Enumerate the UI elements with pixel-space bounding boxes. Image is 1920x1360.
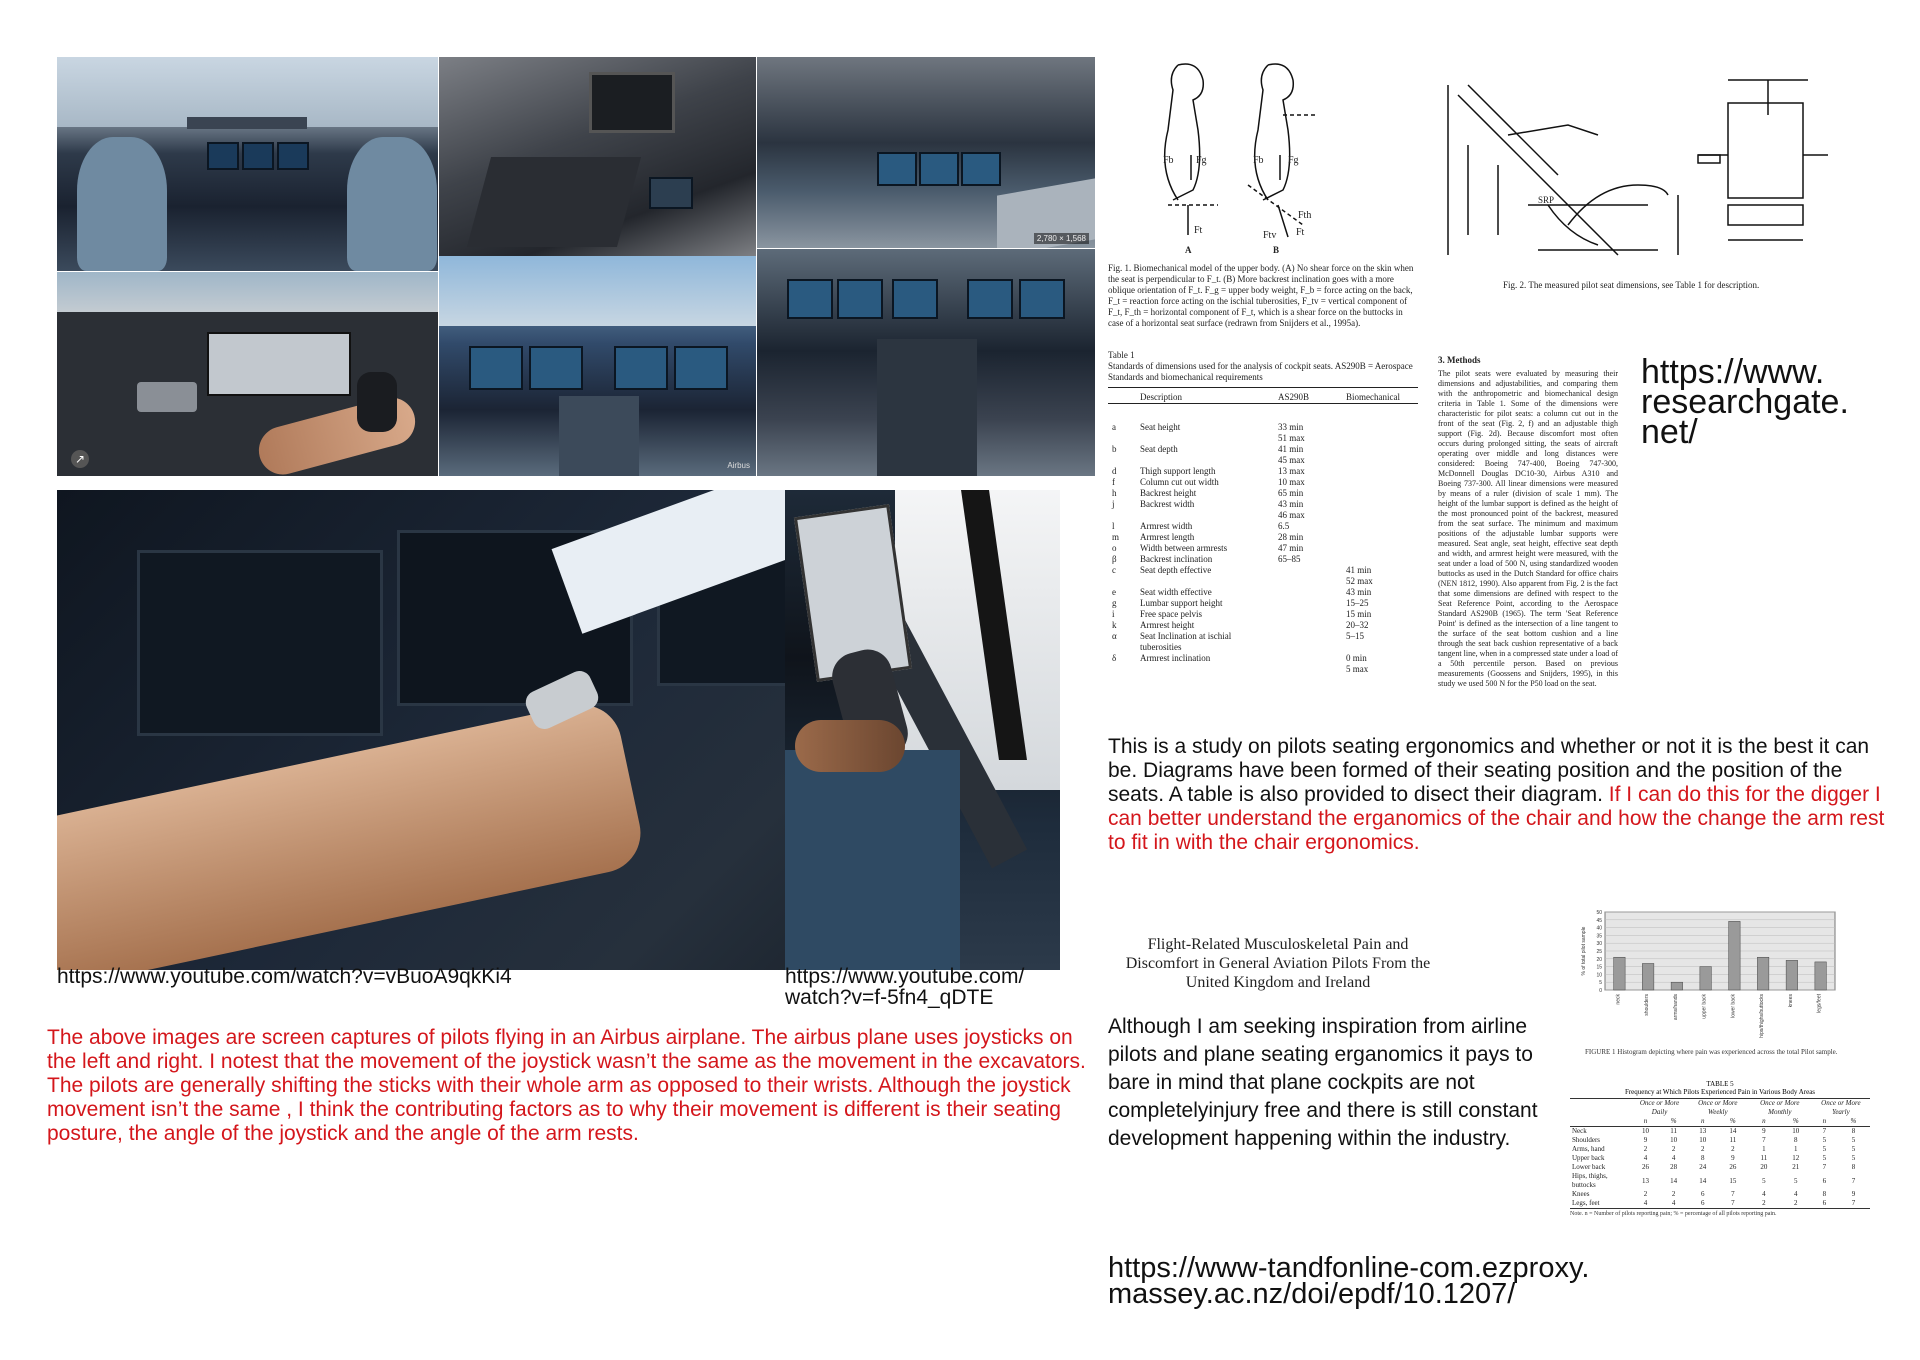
- table5-cell: 7: [1851, 1199, 1856, 1207]
- chart-y-tick-label: 15: [1596, 964, 1602, 971]
- table1-body: [1108, 422, 1418, 675]
- table1-cell: [1136, 455, 1274, 466]
- table5-cell: 2: [1794, 1199, 1798, 1207]
- table1-cell: [1342, 422, 1418, 433]
- table5-cell: 6: [1822, 1199, 1827, 1207]
- chart-y-tick-label: 40: [1596, 925, 1602, 932]
- table5-cell: 8: [1851, 1163, 1856, 1171]
- table5-subheader: n: [1701, 1117, 1705, 1125]
- fig1-label-fg-b: Fg: [1288, 155, 1299, 166]
- table1-row: [1108, 510, 1418, 521]
- table1-cell: [1342, 510, 1418, 521]
- table1-cell: c: [1112, 565, 1116, 575]
- table5-cell: 13: [1641, 1176, 1649, 1185]
- table1-cell: [1136, 510, 1274, 521]
- table1-cell: [1342, 477, 1418, 488]
- table1-cell: 43 min: [1346, 587, 1372, 597]
- table5-cell: 1: [1762, 1145, 1766, 1153]
- table5-cell: 10: [1792, 1127, 1800, 1135]
- table1-cell: 47 min: [1278, 543, 1304, 553]
- table1-cell: 41 min: [1346, 565, 1372, 575]
- table5-cell: 4: [1671, 1154, 1676, 1162]
- table1-cell: 15 min: [1346, 609, 1372, 619]
- table5-cell: 11: [1670, 1127, 1678, 1135]
- table5-cell: 1: [1794, 1145, 1798, 1153]
- table5-cell: 7: [1822, 1127, 1827, 1135]
- chart-x-tick-label: legs/feet: [1816, 994, 1823, 1013]
- chart-y-tick-label: 5: [1599, 980, 1602, 987]
- table1-header: [1108, 392, 1136, 404]
- table1-cell: 0 min: [1346, 653, 1367, 663]
- image-size-badge: 2,780 × 1,568: [1034, 233, 1089, 244]
- table5-row: [1570, 1199, 1870, 1209]
- table1-cell: 5–15: [1346, 631, 1364, 641]
- table5-cell: 2: [1643, 1145, 1648, 1153]
- chart-bar: [1786, 960, 1798, 990]
- table5-cell: 7: [1731, 1199, 1735, 1207]
- chart-bar: [1642, 963, 1654, 990]
- table1-cell: Seat depth effective: [1140, 565, 1212, 575]
- chart-x-tick-label: upper back: [1701, 994, 1708, 1019]
- table1-row: [1108, 620, 1418, 631]
- table1-cell: i: [1112, 609, 1115, 619]
- table5-cell: 26: [1729, 1163, 1737, 1171]
- table5-row: [1570, 1136, 1870, 1145]
- table1-cell: Backrest inclination: [1140, 554, 1213, 564]
- table1-header-row: [1108, 392, 1418, 404]
- table1-cell: [1274, 653, 1342, 664]
- chart-x-tick-label: lower back: [1730, 994, 1737, 1018]
- table1-cell: Column cut out width: [1140, 477, 1219, 487]
- pilot-seat-dimensions-figure: [1428, 55, 1848, 265]
- table5-row: [1570, 1172, 1870, 1190]
- table1-cell: [1108, 576, 1136, 587]
- table1-cell: [1274, 609, 1342, 620]
- table1-row: [1108, 587, 1418, 598]
- fig2-caption: Fig. 2. The measured pilot seat dimensions, see Table 1 for description.: [1503, 280, 1760, 290]
- table1-cell: [1136, 664, 1274, 675]
- table1-row: [1108, 477, 1418, 488]
- table1-cell: o: [1112, 543, 1117, 553]
- table5-subheader: %: [1670, 1117, 1677, 1125]
- table5-cell: 13: [1699, 1127, 1707, 1135]
- table5-cell: 4: [1794, 1190, 1798, 1198]
- table1-cell: 46 max: [1278, 510, 1305, 520]
- table1-cell: 45 max: [1278, 455, 1305, 465]
- table1-cell: Armrest width: [1140, 521, 1193, 531]
- table5-cell: 20: [1760, 1163, 1768, 1171]
- table1-cell: Armrest height: [1140, 620, 1195, 630]
- table5-cell: 14: [1729, 1127, 1737, 1135]
- table5-subheader: n: [1643, 1117, 1648, 1125]
- table5-cell: 5: [1851, 1154, 1856, 1162]
- cockpit-photo-5: [439, 256, 756, 476]
- chart-y-tick-label: 20: [1596, 956, 1602, 963]
- pilot-sidestick-video-still: [785, 490, 1060, 970]
- table5-cell: 7: [1822, 1163, 1827, 1171]
- table1-cell: [1342, 521, 1418, 532]
- table5-group-header: Once or More Daily: [1639, 1099, 1680, 1116]
- table5-title: TABLE 5: [1706, 1080, 1734, 1088]
- table1-subtitle: Standards of dimensions used for the analysis of cockpit seats. AS290B = Aerospace Standards and biomechanical requirements: [1108, 361, 1413, 382]
- chart-y-tick-label: 35: [1596, 933, 1602, 940]
- table5-cell: 21: [1792, 1163, 1800, 1171]
- table1-cell: e: [1112, 587, 1116, 597]
- chart-y-tick-label: 50: [1596, 910, 1602, 916]
- table1-cell: [1274, 664, 1342, 675]
- table1-cell: h: [1112, 488, 1117, 498]
- table1-cell: [1342, 433, 1418, 444]
- chart-bar: [1815, 962, 1827, 990]
- table1-cell: [1274, 587, 1342, 598]
- fig1-label-b: B: [1273, 245, 1280, 255]
- table1-cell: [1274, 620, 1342, 631]
- table1-row: [1108, 422, 1418, 433]
- table5-row: [1570, 1154, 1870, 1163]
- table5-cell: 2: [1762, 1199, 1766, 1207]
- table1-cell: [1342, 532, 1418, 543]
- table5-subtitle: Frequency at Which Pilots Experienced Pain in Various Body Areas: [1624, 1088, 1816, 1096]
- article2-title: Flight-Related Musculoskeletal Pain and Discomfort in General Aviation Pilots From the United Kingdom and Ireland: [1125, 936, 1431, 991]
- table1-row: [1108, 631, 1418, 653]
- joystick-photo: [57, 272, 438, 476]
- table5-cell: 5: [1822, 1154, 1827, 1162]
- table1-cell: 5 max: [1346, 664, 1369, 674]
- methods-text: The pilot seats were evaluated by measuring their dimensions and adjustabilities, and comparing them with the anthropometric and biomechanical design criteria in Table 1. Some of the dimensions were characteristic for pilot seats: a column cut out in the front of the seat (Fig. 2, f) and an adjustable thigh support (Fig. 2d). Because discomfort most often occurs during prolonged sitting, the seats of aircraft operating over middle and long distances were considered: Boeing 747-400, Boeing 747-300, McDonnell Douglas DC10-30, Airbus A310 and Boeing 737-300. All linear dimensions were measured by means of a ruler (division of scale 1 mm). The height of the lumbar support is defined as the height of the most pronounced point of the backrest, measured from the seat surface. The minimum and maximum positions of the adjustable lumbar supports were measured. Seat angle, seat height, effective seat depth and width, and armrest height were measured, with the seat under a load of 500 N, using standardized wooden buttocks as used in the Dutch Standard for office chairs (NEN 1812, 1990). Also apparent from Fig. 2 is the fact that some dimensions are defined with respect to the Seat Reference Point, according to the Aerospace Standard AS290B (1965). The term 'Seat Reference Point' is defined as the intersection of a line tangent to the surface of the seat bottom cushion and a line through the seat back cushion representative of a back tangent line, when in a compressed state under a load of a 50th percentile person. Based on previous measurements (Goossens and Snijders, 1995), in this study we used 500 N for the P50 load on the seat.: [1438, 369, 1618, 688]
- table1-cell: 28 min: [1278, 532, 1304, 542]
- table1-cell: 51 max: [1278, 433, 1305, 443]
- table1-cell: Seat width effective: [1140, 587, 1212, 597]
- table1-cell: 65–85: [1278, 554, 1301, 564]
- table1-cell: 65 min: [1278, 488, 1304, 498]
- chart-y-tick-label: 45: [1596, 917, 1602, 924]
- biomechanical-model-figure: [1108, 55, 1338, 255]
- cockpit-photo-6: [757, 249, 1095, 476]
- table5-note: Note. n = Number of pilots reporting pain; % = percentage of all pilots reporting pain.: [1570, 1211, 1777, 1217]
- table5-cell: 5: [1762, 1176, 1766, 1185]
- table1-cell: [1274, 631, 1342, 653]
- table5-cell: 7: [1762, 1136, 1766, 1144]
- table5-cell: 5: [1822, 1136, 1827, 1144]
- table5-subheader: %: [1792, 1117, 1799, 1125]
- chart-bar: [1671, 982, 1683, 990]
- table1-cell: β: [1112, 554, 1117, 564]
- table1-cell: [1342, 488, 1418, 499]
- table5-cell: 2: [1671, 1145, 1676, 1153]
- chart-x-tick-label: arms/hands: [1672, 994, 1679, 1021]
- table5-cell: 2: [1731, 1145, 1735, 1153]
- table5: [1570, 1080, 1870, 1217]
- table1-cell: Free space pelvis: [1140, 609, 1202, 619]
- table5-cell: Knees: [1572, 1190, 1590, 1198]
- table5-cell: 14: [1670, 1176, 1678, 1185]
- table1-cell: Width between armrests: [1140, 543, 1228, 553]
- table1-cell: [1342, 499, 1418, 510]
- table5-cell: 4: [1643, 1154, 1648, 1162]
- table5-cell: 5: [1794, 1176, 1798, 1185]
- youtube-url-1[interactable]: https://www.youtube.com/watch?v=vBuoA9qkKi4: [57, 965, 512, 988]
- study-paragraph-black: This is a study on pilots seating ergonomics and whether or not it is the best it can be. Diagrams have been formed of their seating position and the position of the seats. A table is also provided to disect their diagram.: [1108, 735, 1870, 806]
- table5-cell: 4: [1671, 1199, 1676, 1207]
- airbus-observation-paragraph: The above images are screen captures of pilots flying in an Airbus airplane. The airbus plane uses joysticks on the left and right. I notest that the movement of the joystick wasn’t the same as the movement in the excavators. The pilots are generally shifting the sticks with their whole arm as opposed to their wrists. Although the joystick movement isn’t the same , I think the contributing factors as to why their movement is different is their seating posture, the angle of the joystick and the angle of the arm rests.: [47, 1026, 1086, 1145]
- table5-group-header: Once or More Monthly: [1760, 1099, 1800, 1116]
- table5-row: [1570, 1163, 1870, 1172]
- table1-row: [1108, 598, 1418, 609]
- chart-bar: [1729, 921, 1741, 990]
- table1-header: AS290B: [1278, 392, 1310, 402]
- researchgate-url[interactable]: [1641, 353, 1849, 451]
- table1-header: Biomechanical: [1346, 392, 1400, 402]
- table5-cell: 5: [1851, 1136, 1856, 1144]
- researchgate-url-line3: net/: [1641, 413, 1698, 451]
- table1-cell: Backrest width: [1140, 499, 1195, 509]
- table1-row: [1108, 664, 1418, 675]
- table1-cell: j: [1112, 499, 1115, 509]
- fig1-label-ft-b: Ft: [1296, 227, 1305, 238]
- chart-y-tick-label: 10: [1596, 972, 1602, 979]
- table1-cell: d: [1112, 466, 1117, 476]
- chart-x-tick-label: knees: [1787, 994, 1794, 1008]
- table5-cell: 6: [1822, 1176, 1827, 1185]
- table5-cell: 12: [1792, 1154, 1800, 1162]
- table1-cell: m: [1112, 532, 1120, 542]
- chart-y-axis-label: % of total pilot sample: [1581, 926, 1587, 976]
- youtube-url-2[interactable]: [785, 966, 1024, 1008]
- youtube-url-2-line2: watch?v=f-5fn4_qDTE: [785, 986, 994, 1009]
- chart-x-tick-label: shoulders: [1644, 994, 1651, 1016]
- table1-cell: 41 min: [1278, 444, 1304, 454]
- table1-cell: [1274, 598, 1342, 609]
- chart-x-tick-label: hips/thighs/buttocks: [1759, 994, 1766, 1038]
- table5-group-header: Once or More Yearly: [1821, 1099, 1861, 1116]
- table1-row: [1108, 433, 1418, 444]
- table5-cell: 4: [1643, 1199, 1648, 1207]
- table5-cell: Hips, thighs, buttocks: [1572, 1172, 1608, 1189]
- table5-cell: 8: [1794, 1136, 1798, 1144]
- study-paragraph-red: If I can do this for the digger I can better understand the erganomics of the chair and how the change the arm rest to fit in with the chair ergonomics.: [1108, 783, 1885, 854]
- table1-row: [1108, 653, 1418, 664]
- table1-cell: [1342, 455, 1418, 466]
- table5-group-header: Once or More Weekly: [1698, 1099, 1738, 1116]
- table5-cell: 2: [1671, 1190, 1676, 1198]
- table5-cell: Legs, feet: [1572, 1199, 1600, 1207]
- table1-cell: g: [1112, 598, 1117, 608]
- researchgate-url-line2: researchgate.: [1641, 383, 1849, 421]
- table5-cell: Arms, hand: [1572, 1145, 1605, 1153]
- table1-cell: [1108, 433, 1136, 444]
- table1-row: [1108, 455, 1418, 466]
- table1: [1108, 392, 1418, 410]
- table1-row: [1108, 532, 1418, 543]
- table5-row: [1570, 1127, 1870, 1137]
- table1-cell: α: [1112, 631, 1117, 641]
- chart-bar: [1757, 957, 1769, 990]
- table5-row: [1570, 1190, 1870, 1199]
- table5-cell: 8: [1701, 1154, 1705, 1162]
- cockpit-photo-1: [57, 57, 438, 271]
- table1-row: [1108, 466, 1418, 477]
- table5-cell: 8: [1851, 1127, 1856, 1135]
- expand-icon[interactable]: ↗: [71, 450, 89, 468]
- table1-title: Table 1: [1108, 350, 1135, 360]
- fig1-label-ftv: Ftv: [1263, 230, 1277, 241]
- tandfonline-url-line2: massey.ac.nz/doi/epdf/10.1207/: [1108, 1278, 1516, 1310]
- table5-cell: 4: [1762, 1190, 1766, 1198]
- table5-cell: Upper back: [1572, 1154, 1605, 1162]
- table1-cell: Seat Inclination at ischial tuberosities: [1140, 631, 1232, 652]
- table5-cell: 7: [1731, 1190, 1735, 1198]
- pain-histogram-chart: [1575, 908, 1845, 1038]
- chart-bar: [1614, 957, 1626, 990]
- table1-cell: [1136, 433, 1274, 444]
- table1-cell: δ: [1112, 653, 1117, 663]
- table5-cell: 11: [1729, 1136, 1737, 1144]
- table5-cell: 11: [1760, 1154, 1768, 1162]
- table5-cell: Shoulders: [1572, 1136, 1600, 1144]
- table1-cell: [1108, 455, 1136, 466]
- table1-cell: Thigh support length: [1140, 466, 1216, 476]
- table1-cell: [1108, 510, 1136, 521]
- table5-cell: 2: [1643, 1190, 1648, 1198]
- table1-cell: 52 max: [1346, 576, 1373, 586]
- table1-cell: Lumbar support height: [1140, 598, 1223, 608]
- photo-brand: Airbus: [727, 461, 750, 470]
- tandfonline-url[interactable]: [1108, 1252, 1590, 1310]
- table5-cell: 10: [1641, 1127, 1649, 1135]
- chart-x-tick-label: neck: [1615, 994, 1622, 1005]
- chart-bar: [1700, 967, 1712, 990]
- table5-subheader: %: [1850, 1117, 1857, 1125]
- table1-cell: l: [1112, 521, 1115, 531]
- table1-cell: [1108, 664, 1136, 675]
- table5-cell: 8: [1822, 1190, 1827, 1198]
- figure1-caption: FIGURE 1 Histogram depicting where pain was experienced across the total Pilot sample.: [1585, 1048, 1838, 1056]
- table1-cell: 20–32: [1346, 620, 1369, 630]
- table1-cell: b: [1112, 444, 1117, 454]
- table1-cell: Backrest height: [1140, 488, 1197, 498]
- table5-cell: 28: [1670, 1163, 1678, 1171]
- table1-row: [1108, 499, 1418, 510]
- table1-cell: 10 max: [1278, 477, 1305, 487]
- table1-row: [1108, 609, 1418, 620]
- table5-row: [1570, 1145, 1870, 1154]
- table5-cell: 5: [1822, 1145, 1827, 1153]
- chart-y-tick-label: 25: [1596, 949, 1602, 955]
- fig1-label-a: A: [1185, 245, 1192, 255]
- table5-cell: 6: [1701, 1199, 1705, 1207]
- table1-cell: [1274, 576, 1342, 587]
- table5-cell: Lower back: [1572, 1163, 1606, 1171]
- table1-row: [1108, 565, 1418, 576]
- table1-row: [1108, 444, 1418, 455]
- table1-cell: f: [1112, 477, 1115, 487]
- table5-cell: 9: [1731, 1154, 1735, 1162]
- methods-heading: 3. Methods: [1438, 355, 1481, 365]
- inspiration-paragraph: Although I am seeking inspiration from airline pilots and plane seating erganomics it pays to bare in mind that plane cockpits are not completelyinjury free and there is still constant development happening within the industry.: [1108, 1015, 1538, 1150]
- table5-corner: [1570, 1099, 1631, 1118]
- table5-cell: 2: [1701, 1145, 1705, 1153]
- table5-subheader: n: [1762, 1117, 1766, 1125]
- table5-cell: 9: [1762, 1127, 1766, 1135]
- table1-cell: Armrest length: [1140, 532, 1195, 542]
- fig1-label-fb-a: Fb: [1163, 155, 1174, 166]
- fig1-label-fb-b: Fb: [1253, 155, 1264, 166]
- table5-subheader: %: [1729, 1117, 1736, 1125]
- table1-cell: 33 min: [1278, 422, 1304, 432]
- table1-row: [1108, 554, 1418, 565]
- fig1-label-fg-a: Fg: [1196, 155, 1207, 166]
- chart-y-tick-label: 0: [1599, 988, 1602, 994]
- table5-cell: 24: [1699, 1163, 1707, 1171]
- table5-corner: [1570, 1117, 1631, 1127]
- chart-y-tick-label: 30: [1596, 941, 1602, 948]
- table1-cell: 13 max: [1278, 466, 1305, 476]
- table1-cell: 15–25: [1346, 598, 1369, 608]
- cockpit-photo-3: [757, 57, 1095, 248]
- table1-cell: [1342, 466, 1418, 477]
- table1-header: Description: [1140, 392, 1182, 402]
- table1-cell: [1274, 565, 1342, 576]
- table1-cell: Armrest inclination: [1140, 653, 1211, 663]
- fig1-label-ft-a: Ft: [1194, 225, 1203, 236]
- table1-row: [1108, 488, 1418, 499]
- table1-row: [1108, 521, 1418, 532]
- table1-cell: [1342, 554, 1418, 565]
- fig1-label-fth: Fth: [1298, 210, 1312, 221]
- table1-cell: [1136, 576, 1274, 587]
- table5-subheader: n: [1822, 1117, 1827, 1125]
- table1-cell: [1342, 543, 1418, 554]
- table1-row: [1108, 576, 1418, 587]
- table1-cell: a: [1112, 422, 1116, 432]
- table1-cell: [1342, 444, 1418, 455]
- table5-cell: 26: [1641, 1163, 1649, 1171]
- table1-cell: 43 min: [1278, 499, 1304, 509]
- cockpit-photo-2: [439, 57, 756, 271]
- youtube-url-2-line1: https://www.youtube.com/: [785, 965, 1025, 988]
- table5-cell: 9: [1851, 1190, 1856, 1198]
- table5-cell: 7: [1851, 1176, 1856, 1185]
- table1-cell: Seat height: [1140, 422, 1181, 432]
- table5-cell: 15: [1729, 1176, 1737, 1185]
- study-paragraph: [1108, 735, 1888, 855]
- table5-cell: 9: [1643, 1136, 1648, 1144]
- fig1-caption: Fig. 1. Biomechanical model of the upper body. (A) No shear force on the skin when the seat is perpendicular to F_t. (B) More backrest inclination goes with a more oblique orientation of F_t. F_g = upper body weight, F_b = force acting on the back, F_t = reaction force acting on the ischial tuberosities, F_tv = vertical component of F_t, F_th = horizontal component of F_t, which is a shear force on the buttocks in case of a horizontal seat surface (redrawn from Snijders et al., 1995a).: [1108, 263, 1414, 328]
- table5-cell: 5: [1851, 1145, 1856, 1153]
- table1-row: [1108, 543, 1418, 554]
- fig2-label-srp: SRP: [1538, 195, 1555, 205]
- table5-cell: 10: [1699, 1136, 1707, 1144]
- tandfonline-url-line1: https://www-tandfonline-com.ezproxy.: [1108, 1252, 1590, 1284]
- researchgate-url-line1: https://www.: [1641, 353, 1825, 391]
- table5-cell: 6: [1701, 1190, 1705, 1198]
- table5-cell: 14: [1699, 1176, 1707, 1185]
- table1-cell: Seat depth: [1140, 444, 1178, 454]
- table1-cell: k: [1112, 620, 1117, 630]
- table1-cell: 6.5: [1278, 521, 1290, 531]
- table5-cell: Neck: [1572, 1127, 1587, 1135]
- table5-cell: 10: [1670, 1136, 1678, 1144]
